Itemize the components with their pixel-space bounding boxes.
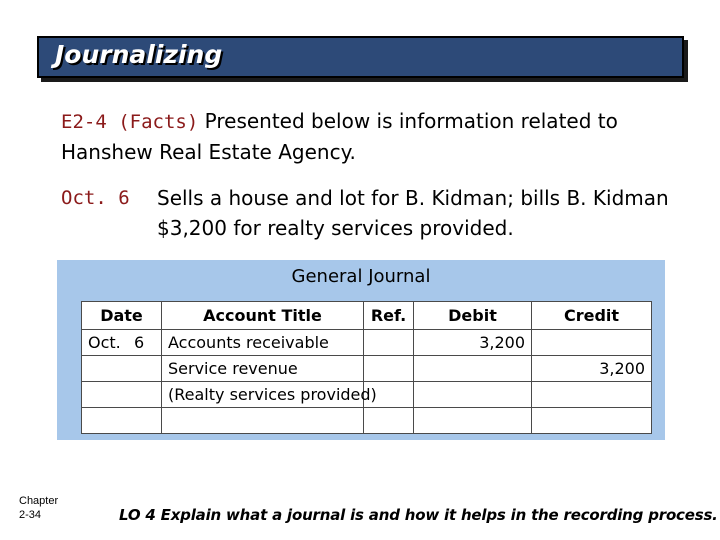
title-banner [37, 36, 684, 78]
ref-cell [364, 330, 414, 356]
debit-cell [414, 408, 532, 434]
debit-cell [414, 356, 532, 382]
date-cell [82, 330, 162, 356]
account-cell: (Realty services provided) [162, 382, 364, 408]
journal-header-row [82, 302, 652, 330]
date-cell [82, 408, 162, 434]
general-journal-panel [57, 260, 665, 440]
account-cell: Service revenue [162, 356, 364, 382]
credit-cell [532, 330, 652, 356]
intro-paragraph [61, 106, 701, 167]
debit-cell [414, 382, 532, 408]
ref-cell [364, 356, 414, 382]
slide-title: Journalizing [55, 40, 223, 69]
chapter-label [19, 494, 58, 522]
journal-table [81, 301, 652, 434]
table-row [82, 330, 652, 356]
date-month: Oct. [88, 333, 121, 352]
date-day: 6 [134, 333, 145, 352]
col-header-ref: Ref. [364, 302, 414, 330]
credit-cell: 3,200 [532, 356, 652, 382]
account-cell: Accounts receivable [162, 330, 364, 356]
table-row [82, 356, 652, 382]
transaction-description: Sells a house and lot for B. Kidman; bills B. Kidman $3,200 for realty services provided. [157, 186, 669, 240]
col-header-date: Date [82, 302, 162, 330]
table-row [82, 408, 652, 434]
transaction-date: Oct. 6 [61, 187, 130, 209]
page-number: 2-34 [19, 509, 42, 521]
debit-cell: 3,200 [414, 330, 532, 356]
intro-text: Presented below is information related to Hanshew Real Estate Agency. [61, 109, 618, 164]
col-header-debit: Debit [414, 302, 532, 330]
chapter-text: Chapter [19, 495, 59, 507]
credit-cell [532, 408, 652, 434]
date-cell [82, 382, 162, 408]
journal-caption: General Journal [291, 266, 431, 287]
account-cell [162, 408, 364, 434]
col-header-account: Account Title [162, 302, 364, 330]
learning-objective: LO 4 Explain what a journal is and how it helps in the recording process. [119, 506, 718, 524]
col-header-credit: Credit [532, 302, 652, 330]
credit-cell [532, 382, 652, 408]
exercise-label: E2-4 (Facts) [61, 111, 199, 133]
table-row [82, 382, 652, 408]
ref-cell [364, 408, 414, 434]
date-cell [82, 356, 162, 382]
